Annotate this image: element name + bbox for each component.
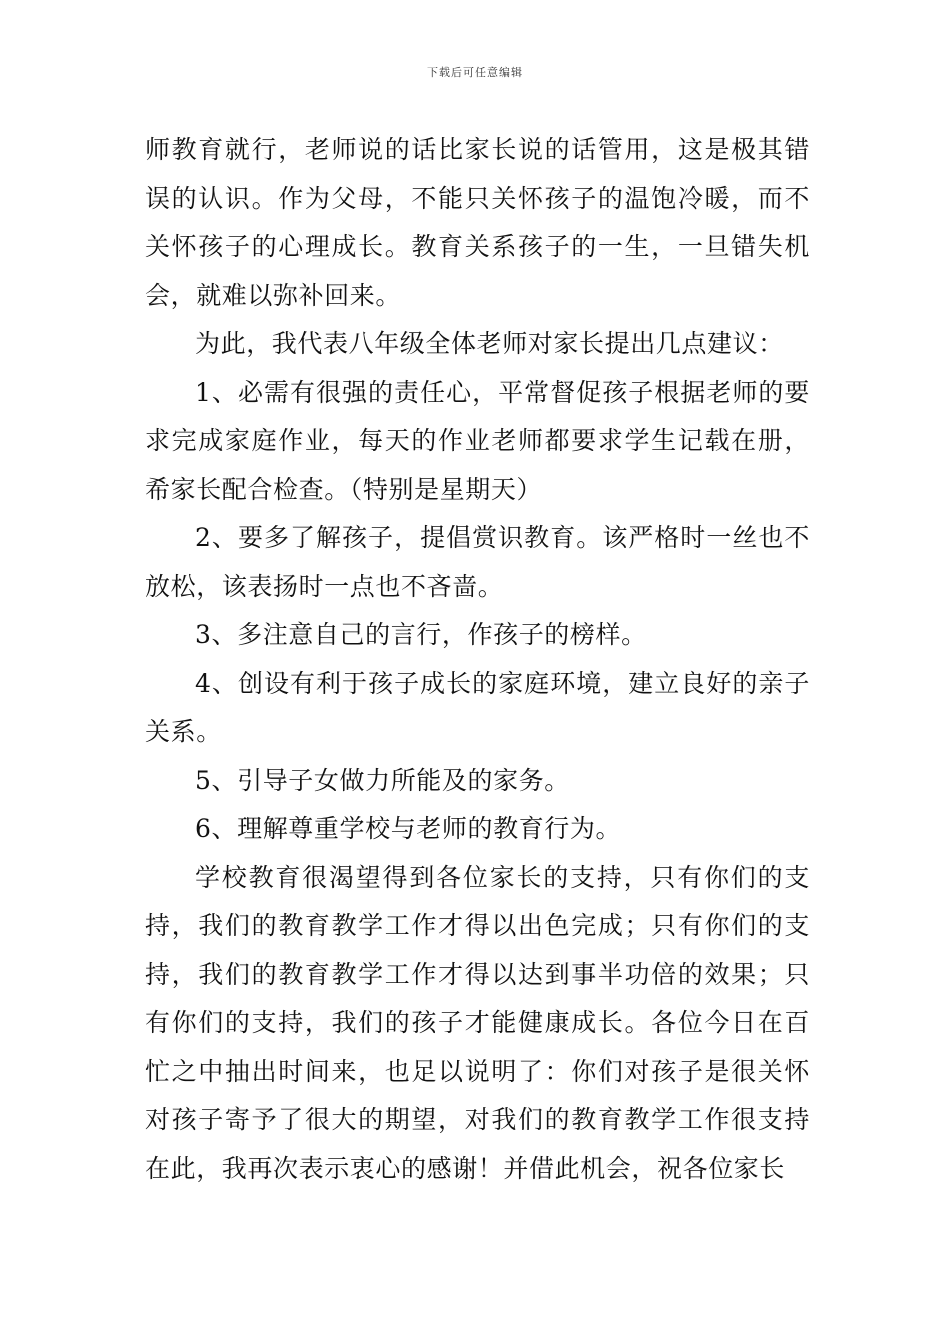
suggestion-item-1: 1、必需有很强的责任心，平常督促孩子根据老师的要求完成家庭作业，每天的作业老师都要求学生记载在册，希家长配合检查。（特别是星期天） <box>145 377 810 504</box>
suggestion-item-4: 4、创设有利于孩子成长的家庭环境，建立良好的亲子关系。 <box>145 668 810 746</box>
paragraph-intro-suggestions: 为此，我代表八年级全体老师对家长提出几点建议： <box>195 329 784 358</box>
paragraph-continuation: 师教育就行，老师说的话比家长说的话管用，这是极其错误的认识。作为父母，不能只关怀孩子的温饱冷暖，而不关怀孩子的心理成长。教育关系孩子的一生，一旦错失机会，就难以弥补回来。 <box>145 135 810 310</box>
suggestion-item-2: 2、要多了解孩子，提倡赏识教育。该严格时一丝也不放松，该表扬时一点也不吝啬。 <box>145 523 810 601</box>
suggestion-item-3: 3、多注意自己的言行，作孩子的榜样。 <box>195 620 647 649</box>
suggestion-item-6: 6、理解尊重学校与老师的教育行为。 <box>195 814 622 843</box>
suggestion-item-5: 5、引导子女做力所能及的家务。 <box>195 765 570 795</box>
paragraph-closing: 学校教育很渴望得到各位家长的支持，只有你们的支持，我们的教育教学工作才得以出色完成；只有你们的支持，我们的教育教学工作才得以达到事半功倍的效果；只有你们的支持，我们的孩子才能健康成长。各位今日在百忙之中抽出时间来，也足以说明了：你们对孩子是很关怀对孩子寄予了很大的期望，对我们的教育教学工作很支持在此，我再次表示衷心的感谢！并借此机会，祝各位家长 <box>145 862 810 1183</box>
document-body <box>145 126 810 1193</box>
header-note: 下载后可任意编辑 <box>427 66 523 79</box>
